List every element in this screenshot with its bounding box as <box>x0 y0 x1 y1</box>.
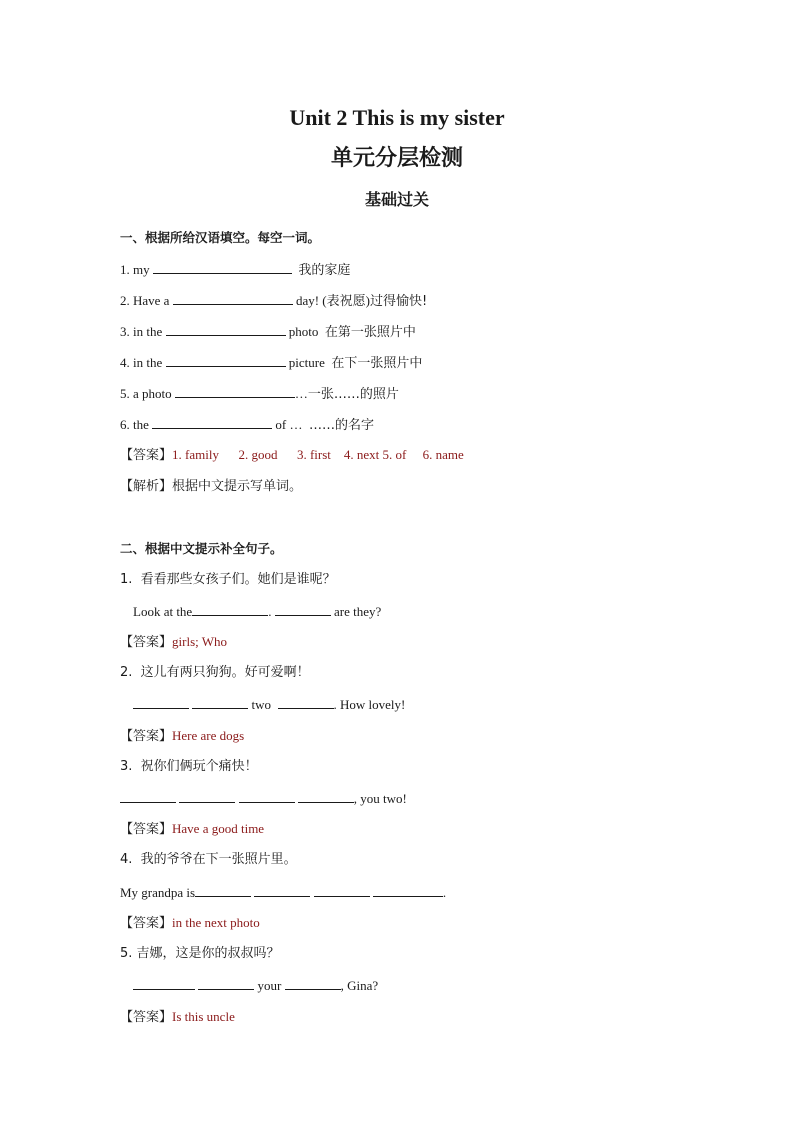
s2-q4-answer: 【答案】in the next photo <box>120 915 260 931</box>
s2-q5-answer: 【答案】Is this uncle <box>120 1009 235 1025</box>
blank-field[interactable] <box>373 883 443 897</box>
blank-field[interactable] <box>166 322 286 336</box>
blank-field[interactable] <box>175 384 295 398</box>
s2-q3-prompt: 3. 祝你们俩玩个痛快！ <box>120 759 258 774</box>
section1-heading: 一、根据所给汉语填空。每空一词。 <box>120 230 321 245</box>
blank-field[interactable] <box>278 695 334 709</box>
blank-field[interactable] <box>179 789 235 803</box>
blank-field[interactable] <box>298 789 354 803</box>
s2-q2-answer: 【答案】Here are dogs <box>120 728 245 744</box>
s2-q5-sentence: your , Gina? <box>133 976 378 995</box>
section2-heading: 二、根据中文提示补全句子。 <box>120 541 283 556</box>
blank-field[interactable] <box>153 260 292 274</box>
s2-q2-sentence: two . How lovely! <box>133 695 405 714</box>
blank-field[interactable] <box>166 353 286 367</box>
blank-field[interactable] <box>239 789 295 803</box>
s1-item-4: 4. in the picture 在下一张照片中 <box>120 355 423 371</box>
blank-field[interactable] <box>152 415 272 429</box>
s1-answer: 【答案】1. family 2. good 3. first 4. next 5. of 6. name <box>120 447 464 463</box>
s1-analysis: 【解析】根据中文提示写单词。 <box>120 479 303 494</box>
s2-q2-prompt: 2. 这儿有两只狗狗。好可爱啊！ <box>120 665 310 680</box>
s2-q1-prompt: 1. 看看那些女孩子们。她们是谁呢？ <box>120 572 336 587</box>
page-subtitle: 单元分层检测 <box>330 146 463 171</box>
s2-q1-sentence: Look at the . are they? <box>133 604 382 619</box>
blank-field[interactable] <box>133 695 189 709</box>
s1-item-5: 5. a photo …一张……的照片 <box>120 386 399 402</box>
s2-q1-answer: 【答案】girls; Who <box>120 634 228 650</box>
s2-q5-prompt: 5. 吉娜，这是你的叔叔吗？ <box>120 946 280 961</box>
s2-q4-sentence: My grandpa is . <box>120 885 447 900</box>
blank-field[interactable] <box>192 695 248 709</box>
blank-field[interactable] <box>275 602 331 616</box>
blank-field[interactable] <box>195 883 251 897</box>
blank-field[interactable] <box>120 789 176 803</box>
s2-q3-sentence: , you two! <box>120 789 407 808</box>
s1-item-1: 1. my 我的家庭 <box>120 262 351 278</box>
s1-item-2: 2. Have a day! (表祝愿)过得愉快! <box>120 293 428 309</box>
blank-field[interactable] <box>192 602 268 616</box>
blank-field[interactable] <box>198 976 254 990</box>
s2-q3-answer: 【答案】Have a good time <box>120 821 265 837</box>
blank-field[interactable] <box>285 976 341 990</box>
page-title: Unit 2 This is my sister <box>289 105 505 130</box>
blank-field[interactable] <box>133 976 195 990</box>
blank-field[interactable] <box>173 291 293 305</box>
s1-item-6: 6. the of … ……的名字 <box>120 417 374 433</box>
level-heading: 基础过关 <box>364 190 429 209</box>
s2-q4-prompt: 4. 我的爷爷在下一张照片里。 <box>120 852 297 867</box>
blank-field[interactable] <box>314 883 370 897</box>
blank-field[interactable] <box>254 883 310 897</box>
s1-item-3: 3. in the photo 在第一张照片中 <box>120 324 416 340</box>
